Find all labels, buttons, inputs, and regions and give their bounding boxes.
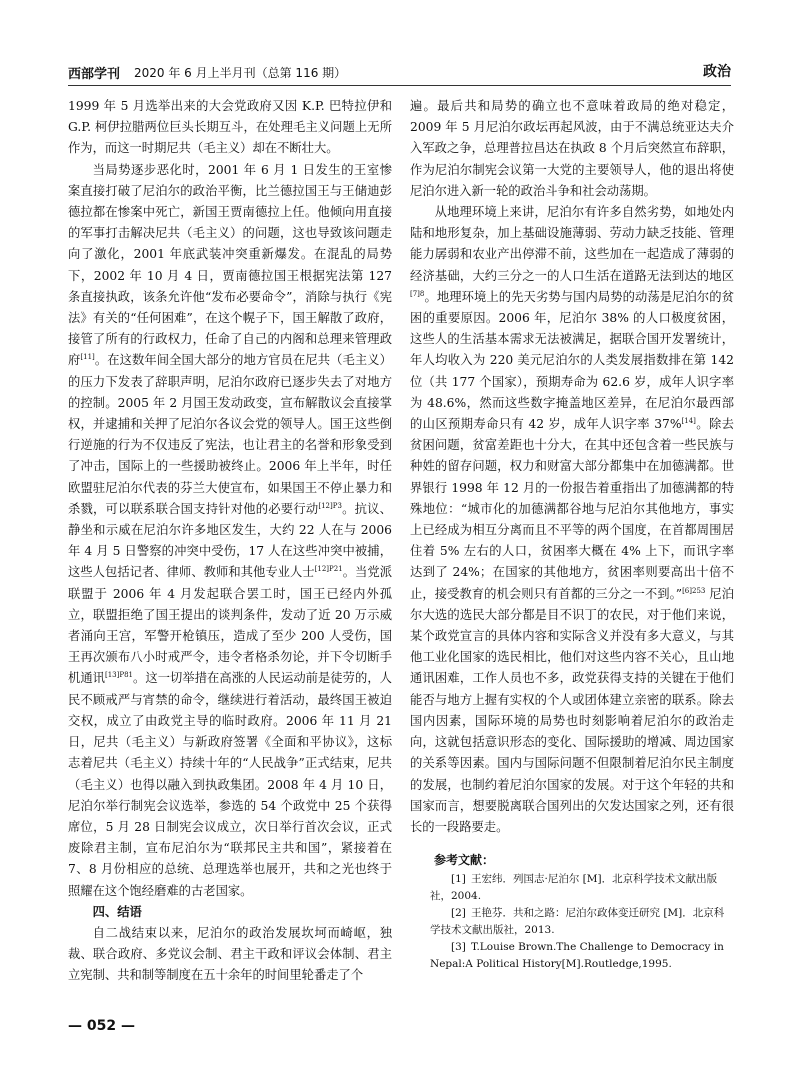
- paragraph: [68, 923, 392, 987]
- citation-superscript: [13]P81: [105, 671, 133, 680]
- paragraph-text: 1999 年 5 月选举出来的大会党政府又因 K.P. 巴特拉伊和 G.P. 柯伊拉腊两位巨头长期互斗，在处理毛主义问题上无所作为，而这一时期尼共（毛主义）却在不断壮大。: [68, 99, 392, 156]
- paragraph-text: 遍。最后共和局势的确立也不意味着政局的绝对稳定，2009 年 5 月尼泊尔政坛再起风波，由于不满总统亚达夫介入军政之争，总理普拉昌达在执政 8 个月后突然宣布辞职，作为尼泊尔制宪会议第一大党的主要领导人，他的退出将使尼泊尔进入新一轮的政治斗争和社会动荡期。: [410, 99, 734, 198]
- paragraph-text: 。在这数年间全国大部分的地方官员在尼共（毛主义）的压力下发表了辞职声明，尼泊尔政府已逐步失去了对地方的控制。2005 年 2 月国王发动政变，宣布解散议会直接掌权，并逮捕和关押了尼泊尔各议会党的领导人。国王这些倒行逆施的行为不仅违反了宪法，也让君主的名誉和形象受到了冲击，国际上的一些援助被终止。2006 年上半年，时任欧盟驻尼泊尔代表的芬兰大使宣布，如果国王不停止暴力和杀戮，可以联系联合国支持针对他的必要行动: [68, 353, 392, 516]
- citation-superscript: [11]: [80, 353, 95, 362]
- citation-superscript: [7]8: [410, 289, 425, 298]
- reference-item: [410, 905, 734, 939]
- citation-superscript: [12]P3: [318, 501, 342, 510]
- paragraph: [68, 96, 392, 160]
- right-column-body: [410, 96, 734, 838]
- reference-text: 王艳芬．共和之路：尼泊尔政体变迁研究 [M]．北京科学技术文献出版社，2013.: [430, 907, 725, 937]
- paragraph-text: 自二战结束以来，尼泊尔的政治发展坎坷而崎岖，独裁、联合政府、多党议会制、君主干政和评议会体制、君主立宪制、共和制等制度在五十余年的时间里轮番走了个: [68, 925, 392, 983]
- paragraph-text: 。除去贫困问题，贫富差距也十分大，在其中还包含着一些民族与种姓的留存问题，权力和财富大部分都集中在加德满都。世界银行 1998 年 12 月的一份报告着重指出了加德满都的特殊地位：“城市化的加德满都谷地与尼泊尔其他地方，事实上已经成为相互分离而且不平等的两个国度，在首都周围居住着 5% 左右的人口，贫困率大概在 4% 上下，而讯字率达到了 24%；在国家的其他地方，贫困率则要高出十倍不止，接受教育的机会则只有首都的三分之一不到。”: [410, 417, 734, 601]
- citation-superscript: [12]P21: [314, 565, 343, 574]
- reference-item: [410, 871, 734, 905]
- references-title: 参考文献：: [434, 853, 495, 868]
- right-column: [410, 96, 734, 973]
- page-number: — 052 —: [68, 1018, 135, 1034]
- reference-number: [3]: [451, 941, 466, 954]
- paragraph-text: 。这一切举措在高涨的人民运动前是徒劳的，人民不顾戒严与宵禁的命令，继续进行着活动，最终国王被迫交权，成立了由政党主导的临时政府。2006 年 11 月 21 日，尼共（毛主义）与新政府签署《全面和平协议》，这标志着尼共（毛主义）持续十年的“人民战争”正式结束，尼共（毛主义）也得以融入到执政集团。2008 年 4 月 10 日，尼泊尔举行制宪会议选举，参选的 54 个政党中 25 个获得席位，5 月 28 日制宪会议成立，次日举行首次会议，正式废除君主制，宣布尼泊尔为“联邦民主共和国”，紧接着在 7、8 月份相应的总统、总理选举也展开，共和之光也终于照耀在这个饱经磨难的古老国家。: [68, 671, 392, 898]
- paragraph-text: 。当党派联盟于 2006 年 4 月发起联合罢工时，国王已经内外孤立，联盟拒绝了国王提出的谈判条件，发动了近 20 万示威者涌向王宫，军警开枪镇压，造成了至少 200 人受伤，国王再次颁布八小时戒严令，违令者格杀勿论，并下令切断手机通讯: [68, 565, 392, 686]
- reference-number: [1]: [451, 873, 466, 886]
- paragraph-text: 尼泊尔大选的选民大部分都是目不识丁的农民，对于他们来说，某个政党宣言的具体内容和实际含义并没有多大意义，与其他工业化国家的选民相比，他们对这些内容不关心，且山地通讯困难，工作人员也不多，政党获得支持的关键在于他们能否与地方上握有实权的个人或团体建立亲密的联系。除去国内因素，国际环境的局势也时刻影响着尼泊尔的政治走向，这就包括意识形态的变化、国际援助的增减、周边国家的关系等因素。国内与国际问题不但限制着尼泊尔民主制度的发展，也制约着尼泊尔国家的发展。对于这个年轻的共和国家而言，想要脱离联合国列出的欠发达国家之列，还有很长的一段路要走。: [410, 586, 734, 834]
- paragraph: [410, 96, 734, 202]
- left-column: [68, 96, 392, 987]
- paragraph-text: 当局势逐步恶化时，2001 年 6 月 1 日发生的王室惨案直接打破了尼泊尔的政治平衡，比兰德拉国王与王储迪彭德拉都在惨案中死亡，新国王贾南德拉上任。他倾向用直接的军事打击解决尼共（毛主义）的问题，这也导致该问题走向了激化，2001 年底武装冲突重新爆发。在混乱的局势下，2002 年 10 月 4 日，贾南德拉国王根据宪法第 127 条直接执政，该条允许他“发布必要命令”，消除与执行《宪法》有关的“任何困难”，在这个幌子下，国王解散了政府，接管了所有的行政权力，任命了自己的内阁和总理来管理政府: [68, 162, 392, 368]
- paragraph-text: 从地理环境上来讲，尼泊尔有许多自然劣势，如地处内陆和地形复杂，加上基础设施薄弱、劳动力缺乏技能、管理能力孱弱和农业产出停滞不前，这些加在一起造成了薄弱的经济基础，大约三分之一的人口生活在道路无法到达的地区: [410, 205, 734, 283]
- reference-text: 王宏纬．列国志·尼泊尔 [M]．北京科学技术文献出版社，2004.: [430, 873, 718, 903]
- paragraph-text: 。抗议、静坐和示威在尼泊尔许多地区发生，大约 22 人在与 2006 年 4 月 5 日警察的冲突中受伤，17 人在这些冲突中被捕，这些人包括记者、律师、教师和其他专业人士: [68, 501, 392, 580]
- reference-list: [410, 871, 734, 973]
- section-heading: 四、结语: [92, 904, 142, 919]
- paragraph: [410, 202, 734, 838]
- paragraph: [68, 160, 392, 902]
- reference-number: [2]: [451, 907, 466, 920]
- paragraph-text: 。地理环境上的先天劣势与国内局势的动荡是尼泊尔的贫困的重要原因。2006 年，尼泊尔 38% 的人口极度贫困，这些人的生活基本需求无法被满足，据联合国开发署统计，年人均收入为 220 美元尼泊尔的人类发展指数排在第 142 位（共 177 个国家），预期寿命为 62.6 岁，成年人识字率为 48.6%，然而这些数字掩盖地区差异，在尼泊尔最西部的山区预期寿命只有 42 岁，成年人识字率 37%: [410, 289, 734, 432]
- reference-item: [410, 939, 734, 973]
- issue-info: 2020 年 6 月上半月刊（总第 116 期）: [134, 66, 347, 80]
- page-header: [68, 57, 731, 86]
- reference-text: T.Louise Brown.The Challenge to Democracy in Nepal:A Political History[M].Routledge,1995.: [430, 941, 724, 971]
- citation-superscript: [6]253: [682, 586, 706, 595]
- references: [410, 850, 734, 973]
- citation-superscript: [14]: [681, 416, 696, 425]
- section-label: 政治: [703, 64, 731, 80]
- journal-logo: 西部学刊: [68, 67, 121, 82]
